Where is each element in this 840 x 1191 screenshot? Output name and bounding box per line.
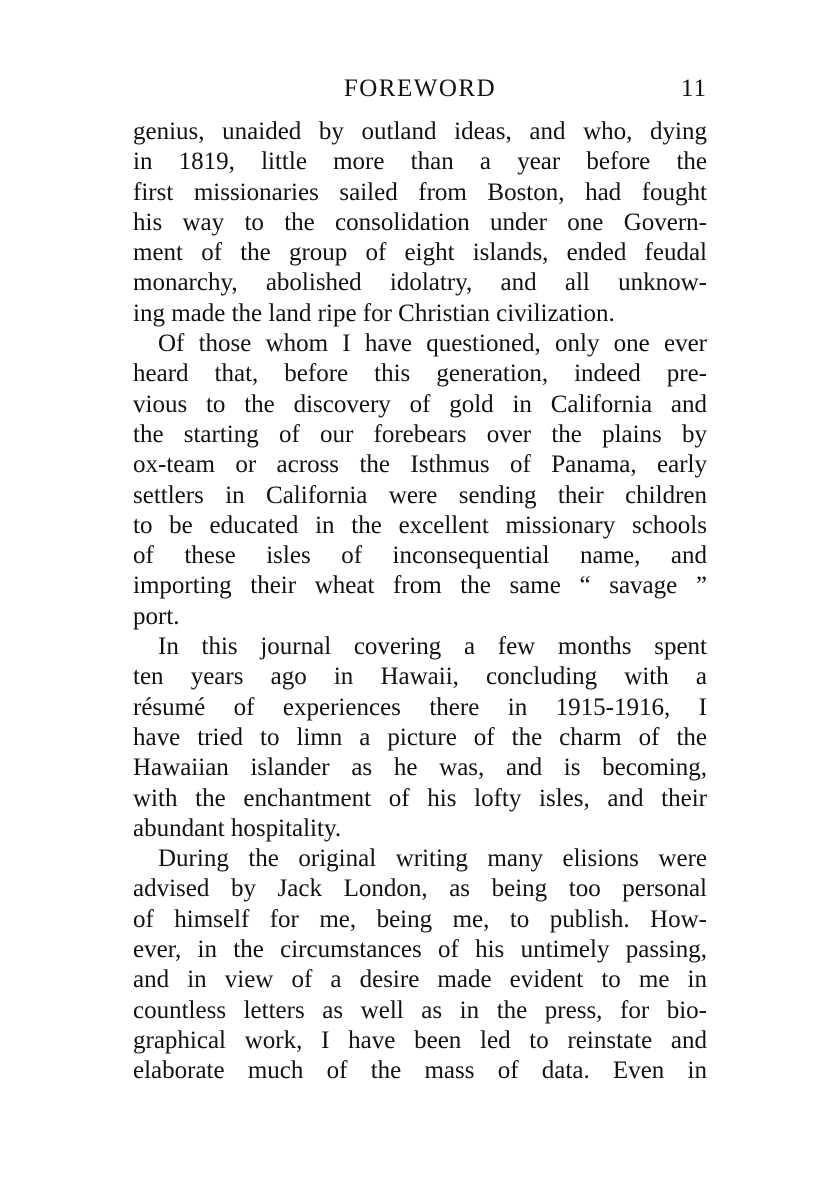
paragraph [133,117,707,329]
text-line: have tried to limn a picture of the charm of the [133,723,707,751]
text-line: first missionaries sailed from Boston, had fought [133,178,707,206]
text-line: résumé of experiences there in 1915-1916, I [133,693,707,721]
text-line: ox-team or across the Isthmus of Panama, early [133,451,707,479]
text-line: importing their wheat from the same “ savage ” [133,572,707,600]
text-line: ever, in the circumstances of his untimely passing, [133,936,707,964]
text-line: port. [133,602,180,630]
text-line: to be educated in the excellent missionary schools [133,511,707,539]
running-head [133,72,707,106]
text-line: his way to the consolidation under one Govern- [133,208,707,236]
text-line: the starting of our forebears over the plains by [133,420,707,448]
text-line: elaborate much of the mass of data. Even in [133,1057,707,1085]
text-line: and in view of a desire made evident to me in [133,966,707,994]
text-line: with the enchantment of his lofty isles, and their [133,784,707,812]
text-line: ing made the land ripe for Christian civilization. [133,299,615,327]
text-line: ten years ago in Hawaii, concluding with a [133,663,707,691]
text-line: of these isles of inconsequential name, and [133,542,707,570]
page-number: 11 [680,75,707,102]
running-title: FOREWORD [343,75,497,102]
text-line: ment of the group of eight islands, ended feudal [133,239,707,267]
paragraph [133,844,707,1086]
text-line: genius, unaided by outland ideas, and who, dying [133,118,707,145]
text-line: countless letters as well as in the press, for bio- [133,996,707,1024]
text-line: Hawaiian islander as he was, and is becoming, [133,754,707,782]
text-line: Of those whom I have questioned, only one ever [158,330,707,358]
paragraph [133,329,707,632]
text-line: in 1819, little more than a year before the [133,148,707,176]
text-line: heard that, before this generation, indeed pre- [133,360,707,388]
text-line: abundant hospitality. [133,814,342,842]
body-text [133,117,707,1087]
text-line: During the original writing many elisions were [158,845,707,873]
text-line: of himself for me, being me, to publish. How- [133,905,707,933]
text-line: monarchy, abolished idolatry, and all unknow- [133,269,707,297]
text-line: In this journal covering a few months spent [158,633,707,661]
text-line: vious to the discovery of gold in California and [133,390,707,418]
text-line: graphical work, I have been led to reinstate and [133,1026,707,1054]
paragraph [133,632,707,844]
text-line: advised by Jack London, as being too personal [133,875,707,903]
text-line: settlers in California were sending their children [133,481,707,509]
